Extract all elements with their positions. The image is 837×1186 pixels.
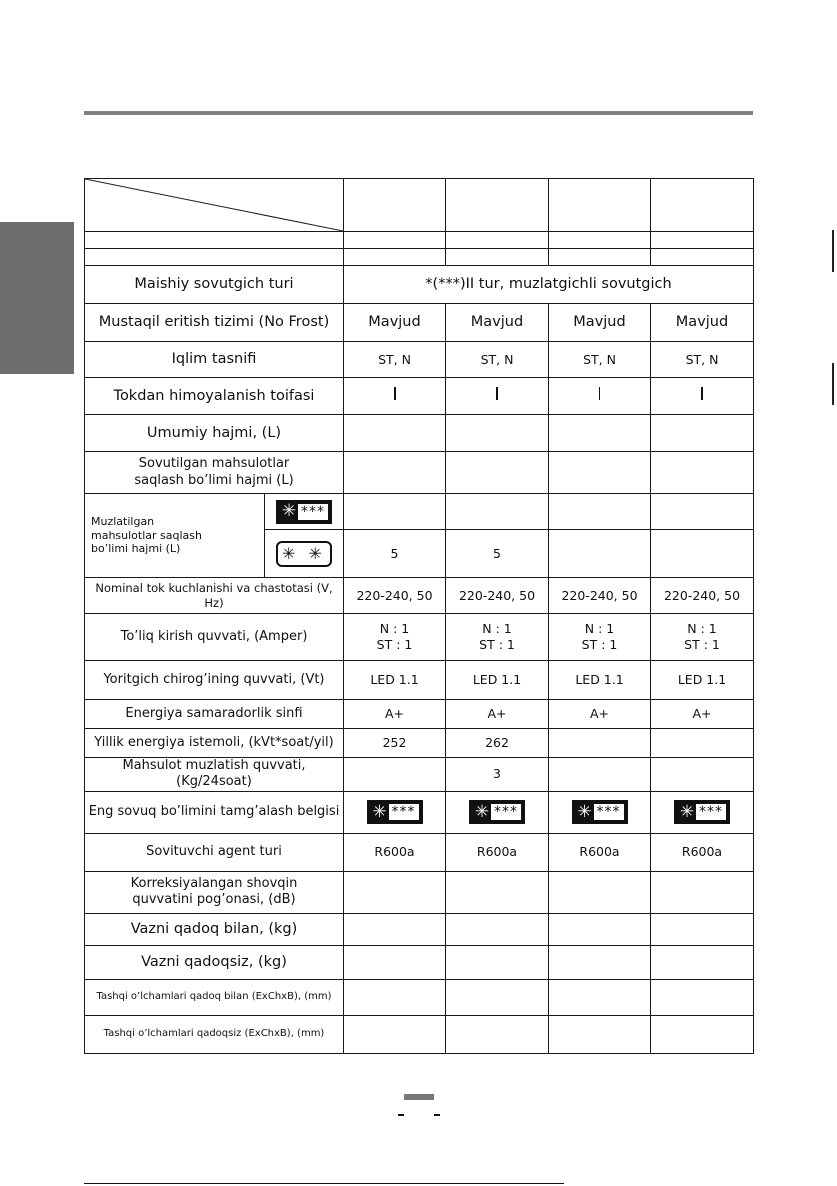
row-value (651, 530, 754, 578)
row-value (651, 494, 754, 530)
footer-line (84, 1183, 564, 1184)
row-value (344, 871, 446, 913)
row-value (446, 494, 549, 530)
four-star-freezer-icon: ✳ *** (674, 800, 730, 824)
row-value (344, 979, 446, 1015)
row-value: R600a (651, 833, 754, 871)
model-header (446, 179, 549, 232)
blank-row (85, 249, 754, 266)
row-value: 3 (446, 758, 549, 792)
row-value (651, 415, 754, 452)
icon-cell (265, 530, 344, 578)
two-star-compartment-icon: ✳ ✳ (276, 541, 332, 567)
page-footer-dash (398, 1114, 404, 1116)
row-value (344, 913, 446, 945)
row-label: Mahsulot muzlatish quvvati, (Kg/24soat) (85, 758, 344, 792)
row-value: Mavjud (344, 304, 446, 342)
row-value (651, 871, 754, 913)
four-star-freezer-icon: ✳ *** (367, 800, 423, 824)
row-value: A+ (446, 700, 549, 729)
row-label: Maishiy sovutgich turi (85, 266, 344, 304)
table-row (85, 342, 754, 378)
row-value (549, 415, 651, 452)
table-row (85, 304, 754, 342)
row-value (446, 452, 549, 494)
row-value (549, 1015, 651, 1053)
row-value (344, 1015, 446, 1053)
table-row (85, 614, 754, 661)
row-value: N : 1 ST : 1 (651, 614, 754, 661)
row-label: Muzlatilgan mahsulotlar saqlash bo’limi hajmi (L) (85, 494, 265, 578)
row-value (549, 945, 651, 979)
row-value (344, 758, 446, 792)
row-label: Yillik energiya istemoli, (kVt*soat/yil) (85, 729, 344, 758)
row-value (549, 979, 651, 1015)
row-value: N : 1 ST : 1 (446, 614, 549, 661)
table-row (85, 661, 754, 700)
row-value (651, 758, 754, 792)
row-label: Nominal tok kuchlanishi va chastotasi (V, Hz) (85, 578, 344, 614)
table-row (85, 578, 754, 614)
class-i-mark (496, 387, 498, 400)
row-label: Energiya samaradorlik sinfi (85, 700, 344, 729)
row-value (549, 758, 651, 792)
row-label: To’liq kirish quvvati, (Amper) (85, 614, 344, 661)
spec-table (84, 178, 754, 1054)
table-row (85, 700, 754, 729)
row-value (651, 729, 754, 758)
table-row (85, 871, 754, 913)
row-value (344, 945, 446, 979)
icon-cell (549, 791, 651, 833)
table-row (85, 729, 754, 758)
row-value (446, 378, 549, 415)
row-value: 262 (446, 729, 549, 758)
row-value (651, 378, 754, 415)
icon-cell (265, 494, 344, 530)
row-value (549, 452, 651, 494)
row-label: Eng sovuq bo’limini tamg’alash belgisi (85, 791, 344, 833)
row-value (651, 979, 754, 1015)
row-value: N : 1 ST : 1 (344, 614, 446, 661)
row-value: LED 1.1 (344, 661, 446, 700)
row-value: ST, N (549, 342, 651, 378)
row-value: A+ (651, 700, 754, 729)
row-value (344, 378, 446, 415)
table-row (85, 945, 754, 979)
table-row (85, 415, 754, 452)
row-value: R600a (344, 833, 446, 871)
table-row (85, 452, 754, 494)
row-value: *(***)II tur, muzlatgichli sovutgich (344, 266, 754, 304)
row-value: A+ (549, 700, 651, 729)
row-value: ST, N (446, 342, 549, 378)
row-value (549, 530, 651, 578)
table-row (85, 913, 754, 945)
row-label: Umumiy hajmi, (L) (85, 415, 344, 452)
model-header (651, 179, 754, 232)
row-value: ST, N (651, 342, 754, 378)
diagonal-header-cell (85, 179, 344, 232)
row-value (446, 1015, 549, 1053)
edge-mark (832, 230, 834, 272)
page-footer-dash (434, 1114, 440, 1116)
row-value: A+ (344, 700, 446, 729)
icon-cell (344, 791, 446, 833)
model-header (549, 179, 651, 232)
row-value (344, 415, 446, 452)
row-value: 220-240, 50 (549, 578, 651, 614)
row-value (651, 452, 754, 494)
row-value: Mavjud (446, 304, 549, 342)
row-value (446, 913, 549, 945)
four-star-freezer-icon: ✳ *** (276, 500, 332, 524)
row-value (549, 378, 651, 415)
four-star-freezer-icon: ✳ *** (469, 800, 525, 824)
row-value (651, 945, 754, 979)
row-value: Mavjud (651, 304, 754, 342)
row-label: Tashqi o’lchamlari qadoqsiz (ExChxB), (mm) (85, 1015, 344, 1053)
row-value (651, 913, 754, 945)
row-value (651, 1015, 754, 1053)
class-i-mark (599, 387, 601, 400)
table-row (85, 494, 754, 530)
blank-row (85, 232, 754, 249)
icon-cell (446, 791, 549, 833)
row-value (446, 871, 549, 913)
row-label: Vazni qadoqsiz, (kg) (85, 945, 344, 979)
row-label: Mustaqil eritish tizimi (No Frost) (85, 304, 344, 342)
edge-mark (832, 363, 834, 405)
table-row (85, 979, 754, 1015)
row-label: Vazni qadoq bilan, (kg) (85, 913, 344, 945)
row-value (549, 871, 651, 913)
row-value (549, 913, 651, 945)
row-label: Iqlim tasnifi (85, 342, 344, 378)
row-value: Mavjud (549, 304, 651, 342)
table-row (85, 1015, 754, 1053)
table-row (85, 833, 754, 871)
class-i-mark (394, 387, 396, 400)
row-value: 220-240, 50 (446, 578, 549, 614)
row-value: 5 (344, 530, 446, 578)
row-value: R600a (549, 833, 651, 871)
icon-cell (651, 791, 754, 833)
table-row (85, 791, 754, 833)
row-value: 252 (344, 729, 446, 758)
table-row (85, 378, 754, 415)
class-i-mark (701, 387, 703, 400)
row-label: Sovutilgan mahsulotlar saqlash bo’limi hajmi (L) (85, 452, 344, 494)
row-value (446, 415, 549, 452)
row-value (446, 979, 549, 1015)
row-label: Sovituvchi agent turi (85, 833, 344, 871)
row-label: Tashqi o’lchamlari qadoq bilan (ExChxB), (mm) (85, 979, 344, 1015)
row-value (549, 494, 651, 530)
row-value (549, 729, 651, 758)
four-star-freezer-icon: ✳ *** (572, 800, 628, 824)
row-value: R600a (446, 833, 549, 871)
header-row (85, 179, 754, 232)
row-label: Korreksiyalangan shovqin quvvatini pog’onasi, (dB) (85, 871, 344, 913)
row-value: 220-240, 50 (344, 578, 446, 614)
table-row (85, 758, 754, 792)
side-tab-marker (0, 222, 74, 374)
row-value (344, 494, 446, 530)
model-header (344, 179, 446, 232)
row-value: ST, N (344, 342, 446, 378)
row-value: 5 (446, 530, 549, 578)
table-row (85, 266, 754, 304)
row-value: LED 1.1 (446, 661, 549, 700)
row-label: Yoritgich chirog’ining quvvati, (Vt) (85, 661, 344, 700)
row-label: Tokdan himoyalanish toifasi (85, 378, 344, 415)
row-value: 220-240, 50 (651, 578, 754, 614)
row-value: LED 1.1 (549, 661, 651, 700)
row-value: LED 1.1 (651, 661, 754, 700)
page-footer-bar (404, 1094, 434, 1100)
row-value (446, 945, 549, 979)
row-value: N : 1 ST : 1 (549, 614, 651, 661)
top-rule (84, 111, 753, 115)
row-value (344, 452, 446, 494)
